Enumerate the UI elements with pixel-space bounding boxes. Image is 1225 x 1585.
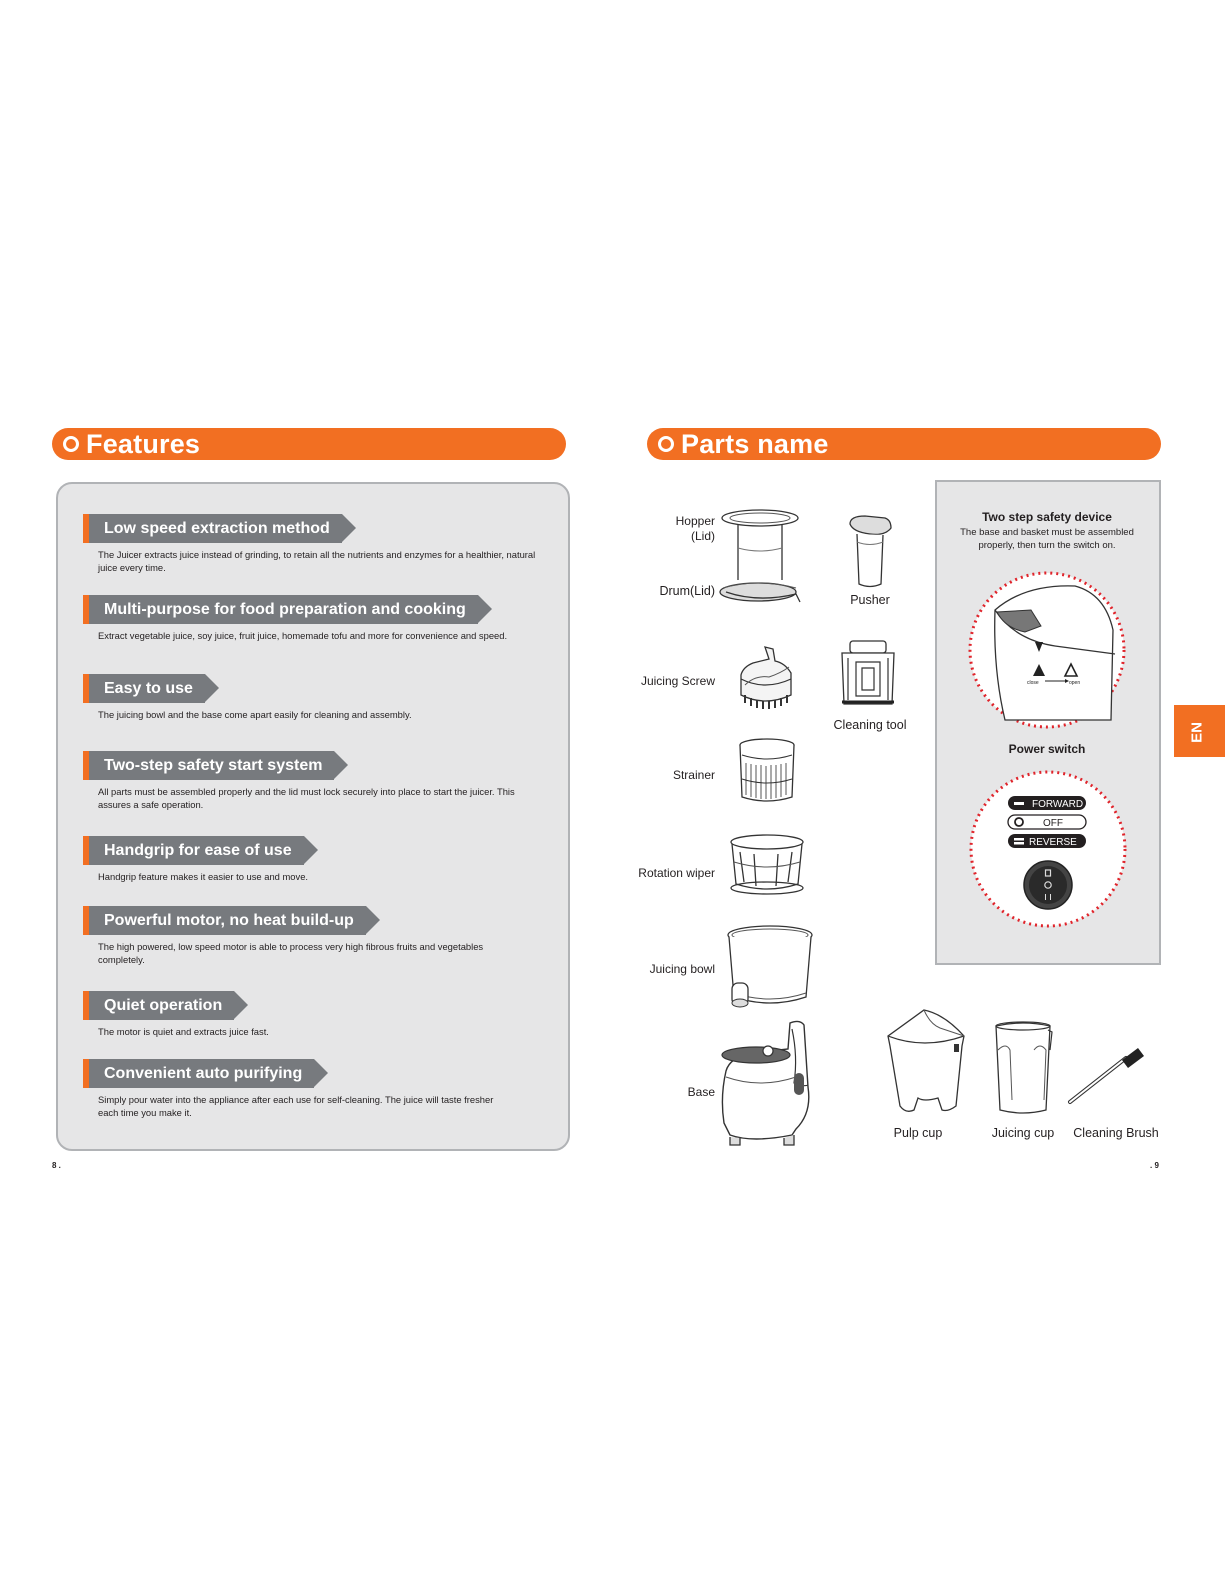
power-switch-illustration xyxy=(968,769,1128,929)
juicing-screw-illustration xyxy=(735,645,797,713)
feature-title: Easy to use xyxy=(104,680,193,697)
open-label: open xyxy=(1069,680,1081,686)
feature-title: Multi-purpose for food preparation and cooking xyxy=(104,601,466,618)
hopper-drum-illustration xyxy=(718,508,803,608)
rotation-wiper-illustration xyxy=(726,832,808,900)
cleaning-brush-illustration xyxy=(1066,1044,1146,1108)
pulp-cup-label: Pulp cup xyxy=(893,1126,943,1140)
juicing-screw-label: Juicing Screw xyxy=(640,674,715,688)
feature-item xyxy=(83,991,538,1038)
feature-desc: Simply pour water into the appliance after each use for self-cleaning. The juice will taste fresher each time you make it. xyxy=(98,1094,494,1118)
feature-desc: Handgrip feature makes it easier to use and move. xyxy=(98,871,309,882)
feature-desc: Extract vegetable juice, soy juice, fruit juice, homemade tofu and more for convenience and speed. xyxy=(98,630,508,641)
cleaning-brush-label: Cleaning Brush xyxy=(1073,1126,1159,1140)
rotation-wiper-label: Rotation wiper xyxy=(638,866,715,880)
feature-tag xyxy=(83,674,205,703)
base-label: Base xyxy=(687,1085,715,1099)
feature-desc: The motor is quiet and extracts juice fast. xyxy=(98,1026,269,1037)
feature-tag xyxy=(83,836,304,865)
feature-tag xyxy=(83,751,334,780)
feature-item xyxy=(83,1059,508,1119)
feature-title: Low speed extraction method xyxy=(104,520,330,537)
feature-title: Two-step safety start system xyxy=(104,757,323,774)
feature-title: Powerful motor, no heat build-up xyxy=(104,912,354,929)
feature-title: Convenient auto purifying xyxy=(104,1065,303,1082)
safety-lock-illustration xyxy=(965,570,1129,730)
feature-desc: The juicing bowl and the base come apart easily for cleaning and assembly. xyxy=(98,709,412,720)
feature-tag xyxy=(83,595,478,624)
ring-bullet-icon xyxy=(658,436,674,452)
off-label: OFF xyxy=(1043,818,1063,829)
pulp-cup-illustration xyxy=(884,1006,972,1116)
feature-tag xyxy=(83,1059,314,1088)
feature-tag xyxy=(83,991,234,1020)
safety-title: Two step safety device xyxy=(982,510,1112,524)
juicing-cup-label: Juicing cup xyxy=(991,1126,1055,1140)
parts-header xyxy=(647,428,1161,460)
hopper-label-line1: Hopper xyxy=(675,514,715,528)
pusher-illustration xyxy=(845,514,895,589)
feature-item xyxy=(83,906,518,966)
safety-desc-line1: The base and basket must be assembled xyxy=(960,527,1134,538)
juicing-bowl-label: Juicing bowl xyxy=(649,962,715,976)
feature-tag xyxy=(83,906,366,935)
feature-item xyxy=(83,595,538,642)
base-illustration xyxy=(712,1017,832,1149)
language-tab-label: EN xyxy=(1188,722,1206,743)
feature-tag xyxy=(83,514,342,543)
reverse-label: REVERSE xyxy=(1029,837,1077,848)
juicing-bowl-illustration xyxy=(722,923,814,1013)
feature-item xyxy=(83,751,528,811)
hopper-label xyxy=(640,514,715,544)
feature-desc: All parts must be assembled properly and the lid must lock securely into place to start the juicer. This assures a safe operation. xyxy=(98,786,515,810)
juicing-cup-illustration xyxy=(990,1020,1056,1118)
cleaning-tool-illustration xyxy=(838,638,898,710)
page-number-right: . 9 xyxy=(1150,1161,1159,1170)
pusher-label: Pusher xyxy=(850,593,890,607)
features-header xyxy=(52,428,566,460)
close-label: close xyxy=(1027,680,1039,686)
ring-bullet-icon xyxy=(63,436,79,452)
page-number-left: 8 . xyxy=(52,1161,61,1170)
forward-label: FORWARD xyxy=(1032,799,1084,810)
cleaning-tool-label: Cleaning tool xyxy=(833,718,907,732)
feature-title: Quiet operation xyxy=(104,997,223,1014)
feature-desc: The high powered, low speed motor is able to process very high fibrous fruits and vegetables completely. xyxy=(98,941,484,965)
strainer-illustration xyxy=(736,737,798,805)
hopper-label-line2: (Lid) xyxy=(690,529,715,543)
feature-item xyxy=(83,514,538,574)
parts-title: Parts name xyxy=(681,429,829,459)
strainer-label: Strainer xyxy=(672,768,715,782)
feature-item xyxy=(83,674,538,721)
language-tab-en xyxy=(1174,705,1225,757)
features-title: Features xyxy=(86,429,201,459)
features-panel xyxy=(56,482,570,1151)
feature-desc: The Juicer extracts juice instead of grinding, to retain all the nutrients and enzymes for a healthier, natural juice every time. xyxy=(98,549,536,573)
feature-item xyxy=(83,836,538,883)
power-switch-title: Power switch xyxy=(1008,742,1086,756)
safety-desc-line2: properly, then turn the switch on. xyxy=(978,540,1116,551)
feature-title: Handgrip for ease of use xyxy=(104,842,292,859)
drum-label: Drum(Lid) xyxy=(659,584,715,598)
